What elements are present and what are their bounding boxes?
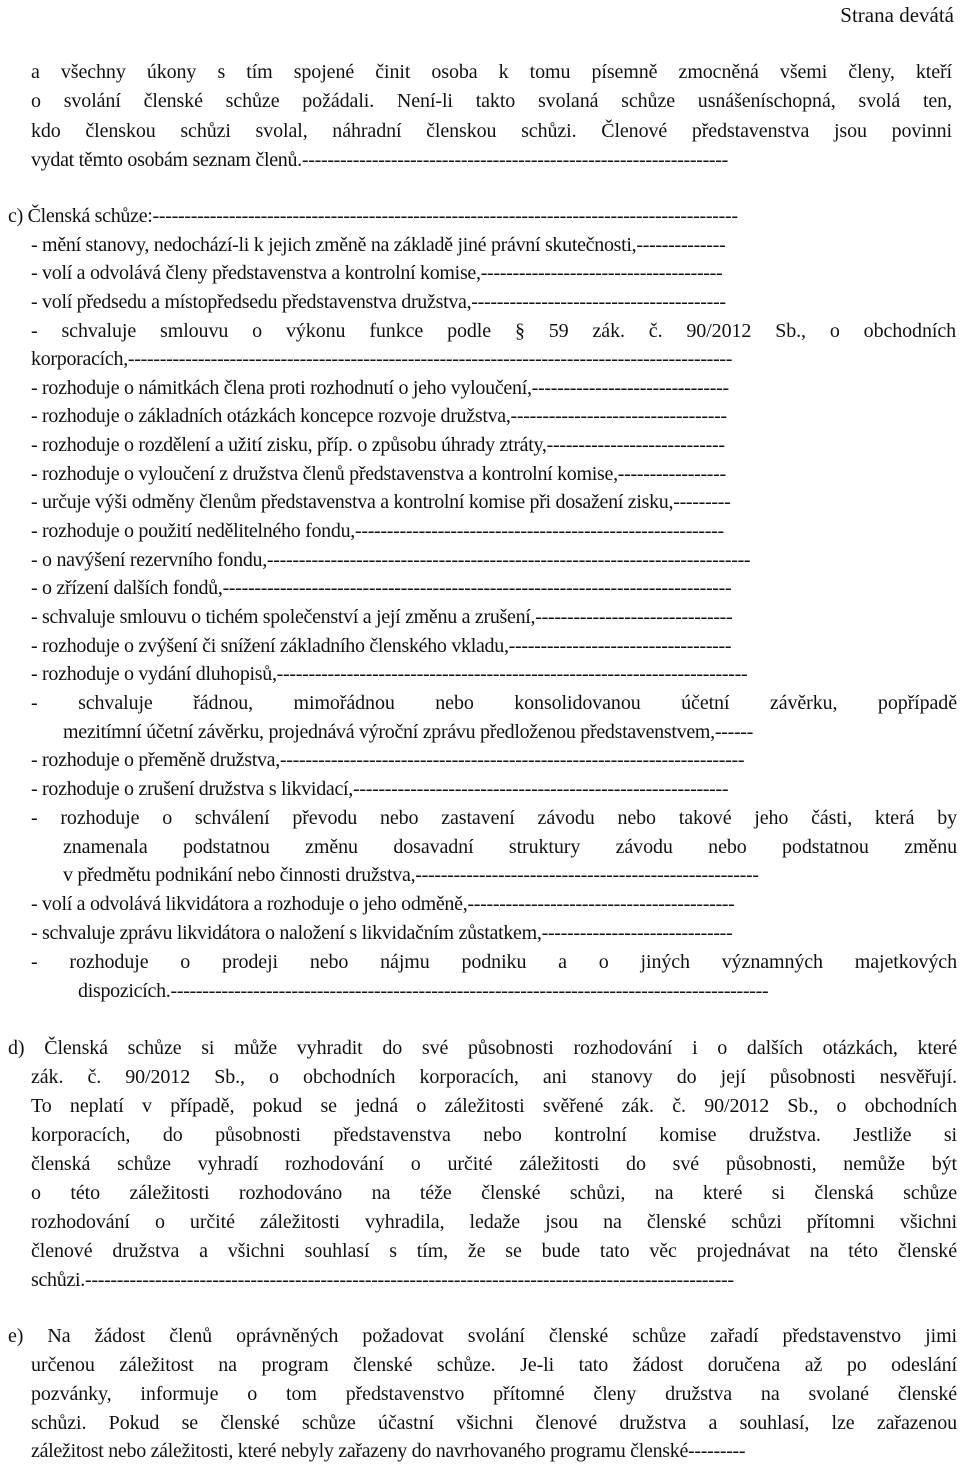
list-item: - schvaluje smlouvu o tichém společenství a její změnu a zrušení,------------------------------- [31,606,733,628]
list-item: - rozhoduje o přeměně družstva,------------------------------------------------------------------------- [31,749,745,771]
list-item: - volí a odvolává likvidátora a rozhoduje o jeho odměně,------------------------------------------ [31,893,735,915]
paragraph-e-line: e) Na žádost členů oprávněných požadovat svolání členské schůze zařadí představenstvo jimi [8,1325,957,1347]
list-item: - rozhoduje o námitkách člena proti rozhodnutí o jeho vyloučení,------------------------------- [31,377,729,399]
list-item-continuation: korporacích,----------------------------------------------------------------------------------------------- [31,348,733,370]
list-item: - volí předsedu a místopředsedu představenstva družstva,---------------------------------------- [31,291,726,313]
paragraph-d-line: d) Členská schůze si může vyhradit do své působnosti rozhodování i o dalších otázkách, které [8,1037,957,1059]
paragraph-d-line: členové družstva a všichni souhlasí s tím, že se bude tato věc projednávat na této členské [31,1240,957,1262]
list-item-continuation: znamenala podstatnou změnu dosavadní struktury závodu nebo podstatnou změnu [63,836,957,858]
paragraph-d-line: korporacích, do působnosti představenstva nebo kontrolní komise družstva. Jestliže si [31,1124,957,1146]
list-item: - schvaluje zprávu likvidátora o naložení s likvidačním zůstatkem,------------------------------ [31,922,733,944]
list-item-continuation: mezitímní účetní závěrku, projednává výroční zprávu předloženou představenstvem,------ [63,721,754,743]
paragraph-d-line: To neplatí v případě, pokud se jedná o záležitosti svěřené zák. č. 90/2012 Sb., o obchodních [31,1095,957,1117]
list-item: - schvaluje řádnou, mimořádnou nebo konsolidovanou účetní závěrku, popřípadě [31,692,957,714]
page-number: Strana devátá [840,3,954,27]
list-item: - rozhoduje o vydání dluhopisů,-------------------------------------------------------------------------- [31,663,748,685]
paragraph-d-line: schůzi.------------------------------------------------------------------------------------------------------ [31,1269,734,1291]
list-item: - rozhoduje o základních otázkách koncepce rozvoje družstva,---------------------------------- [31,405,727,427]
paragraph-e-line: záležitost nebo záležitosti, které nebyly zařazeny do navrhovaného programu členské--------- [31,1440,746,1462]
list-item: - rozhoduje o zrušení družstva s likvidací,----------------------------------------------------------- [31,778,729,800]
list-item: - o navýšení rezervního fondu,---------------------------------------------------------------------------- [31,549,751,571]
paragraph-e-line: pozvánky, informuje o tom představenstvo přítomné členy družstva na svolané členské [31,1383,957,1405]
list-item: - rozhoduje o použití nedělitelného fondu,---------------------------------------------------------- [31,520,724,542]
paragraph-b-line: vydat těmto osobám seznam členů.------------------------------------------------------------------- [31,149,729,171]
list-item: - schvaluje smlouvu o výkonu funkce podle § 59 zák. č. 90/2012 Sb., o obchodních [31,320,956,342]
list-item: - volí a odvolává členy představenstva a kontrolní komise,-------------------------------------- [31,262,723,284]
list-item: - mění stanovy, nedochází-li k jejich změně na základě jiné právní skutečnosti,-------------- [31,234,726,256]
paragraph-d-line: členská schůze vyhradí rozhodování o určité záležitosti do své působnosti, nemůže být [31,1153,957,1175]
paragraph-d-line: o této záležitosti rozhodováno na téže členské schůzi, na které si členská schůze [31,1182,957,1204]
list-item: - rozhoduje o vyloučení z družstva členů představenstva a kontrolní komise,----------------- [31,463,726,485]
list-item-continuation: v předmětu podnikání nebo činnosti družstva,------------------------------------------------------ [63,864,759,886]
list-item: - o zřízení dalších fondů,-------------------------------------------------------------------------------- [31,577,732,599]
paragraph-b-line: o svolání členské schůze požádali. Není-li takto svolaná schůze usnášeníschopná, svolá ten, [31,90,952,112]
list-item: - rozhoduje o prodeji nebo nájmu podniku a o jiných významných majetkových [31,951,957,973]
paragraph-d-line: zák. č. 90/2012 Sb., o obchodních korporacích, ani stanovy do její působnosti nesvěřují. [31,1066,957,1088]
list-item-continuation: dispozicích.---------------------------------------------------------------------------------------------- [78,980,769,1002]
paragraph-d-line: rozhodování o určité záležitosti vyhradila, ledaže jsou na členské schůzi přítomni všichni [31,1211,957,1233]
paragraph-e-line: určenou záležitost na program členské schůze. Je-li tato žádost doručena až po odeslání [31,1354,957,1376]
list-item: - rozhoduje o rozdělení a užití zisku, příp. o způsobu úhrady ztráty,---------------------------- [31,434,725,456]
section-c-heading: c) Členská schůze:-------------------------------------------------------------------------------------------- [8,205,738,227]
list-item: - rozhoduje o zvýšení či snížení základního členského vkladu,----------------------------------- [31,635,732,657]
list-item: - určuje výši odměny členům představenstva a kontrolní komise při dosažení zisku,--------- [31,491,731,513]
list-item: - rozhoduje o schválení převodu nebo zastavení závodu nebo takové jeho části, která by [31,807,957,829]
paragraph-b-line: kdo členskou schůzi svolal, náhradní členskou schůzi. Členové představenstva jsou povinni [31,120,952,142]
paragraph-b-line: a všechny úkony s tím spojené činit osoba k tomu písemně zmocněná všemi členy, kteří [31,61,952,83]
paragraph-e-line: schůzi. Pokud se členské schůze účastní všichni členové družstva a souhlasí, lze zařazenou [31,1412,957,1434]
